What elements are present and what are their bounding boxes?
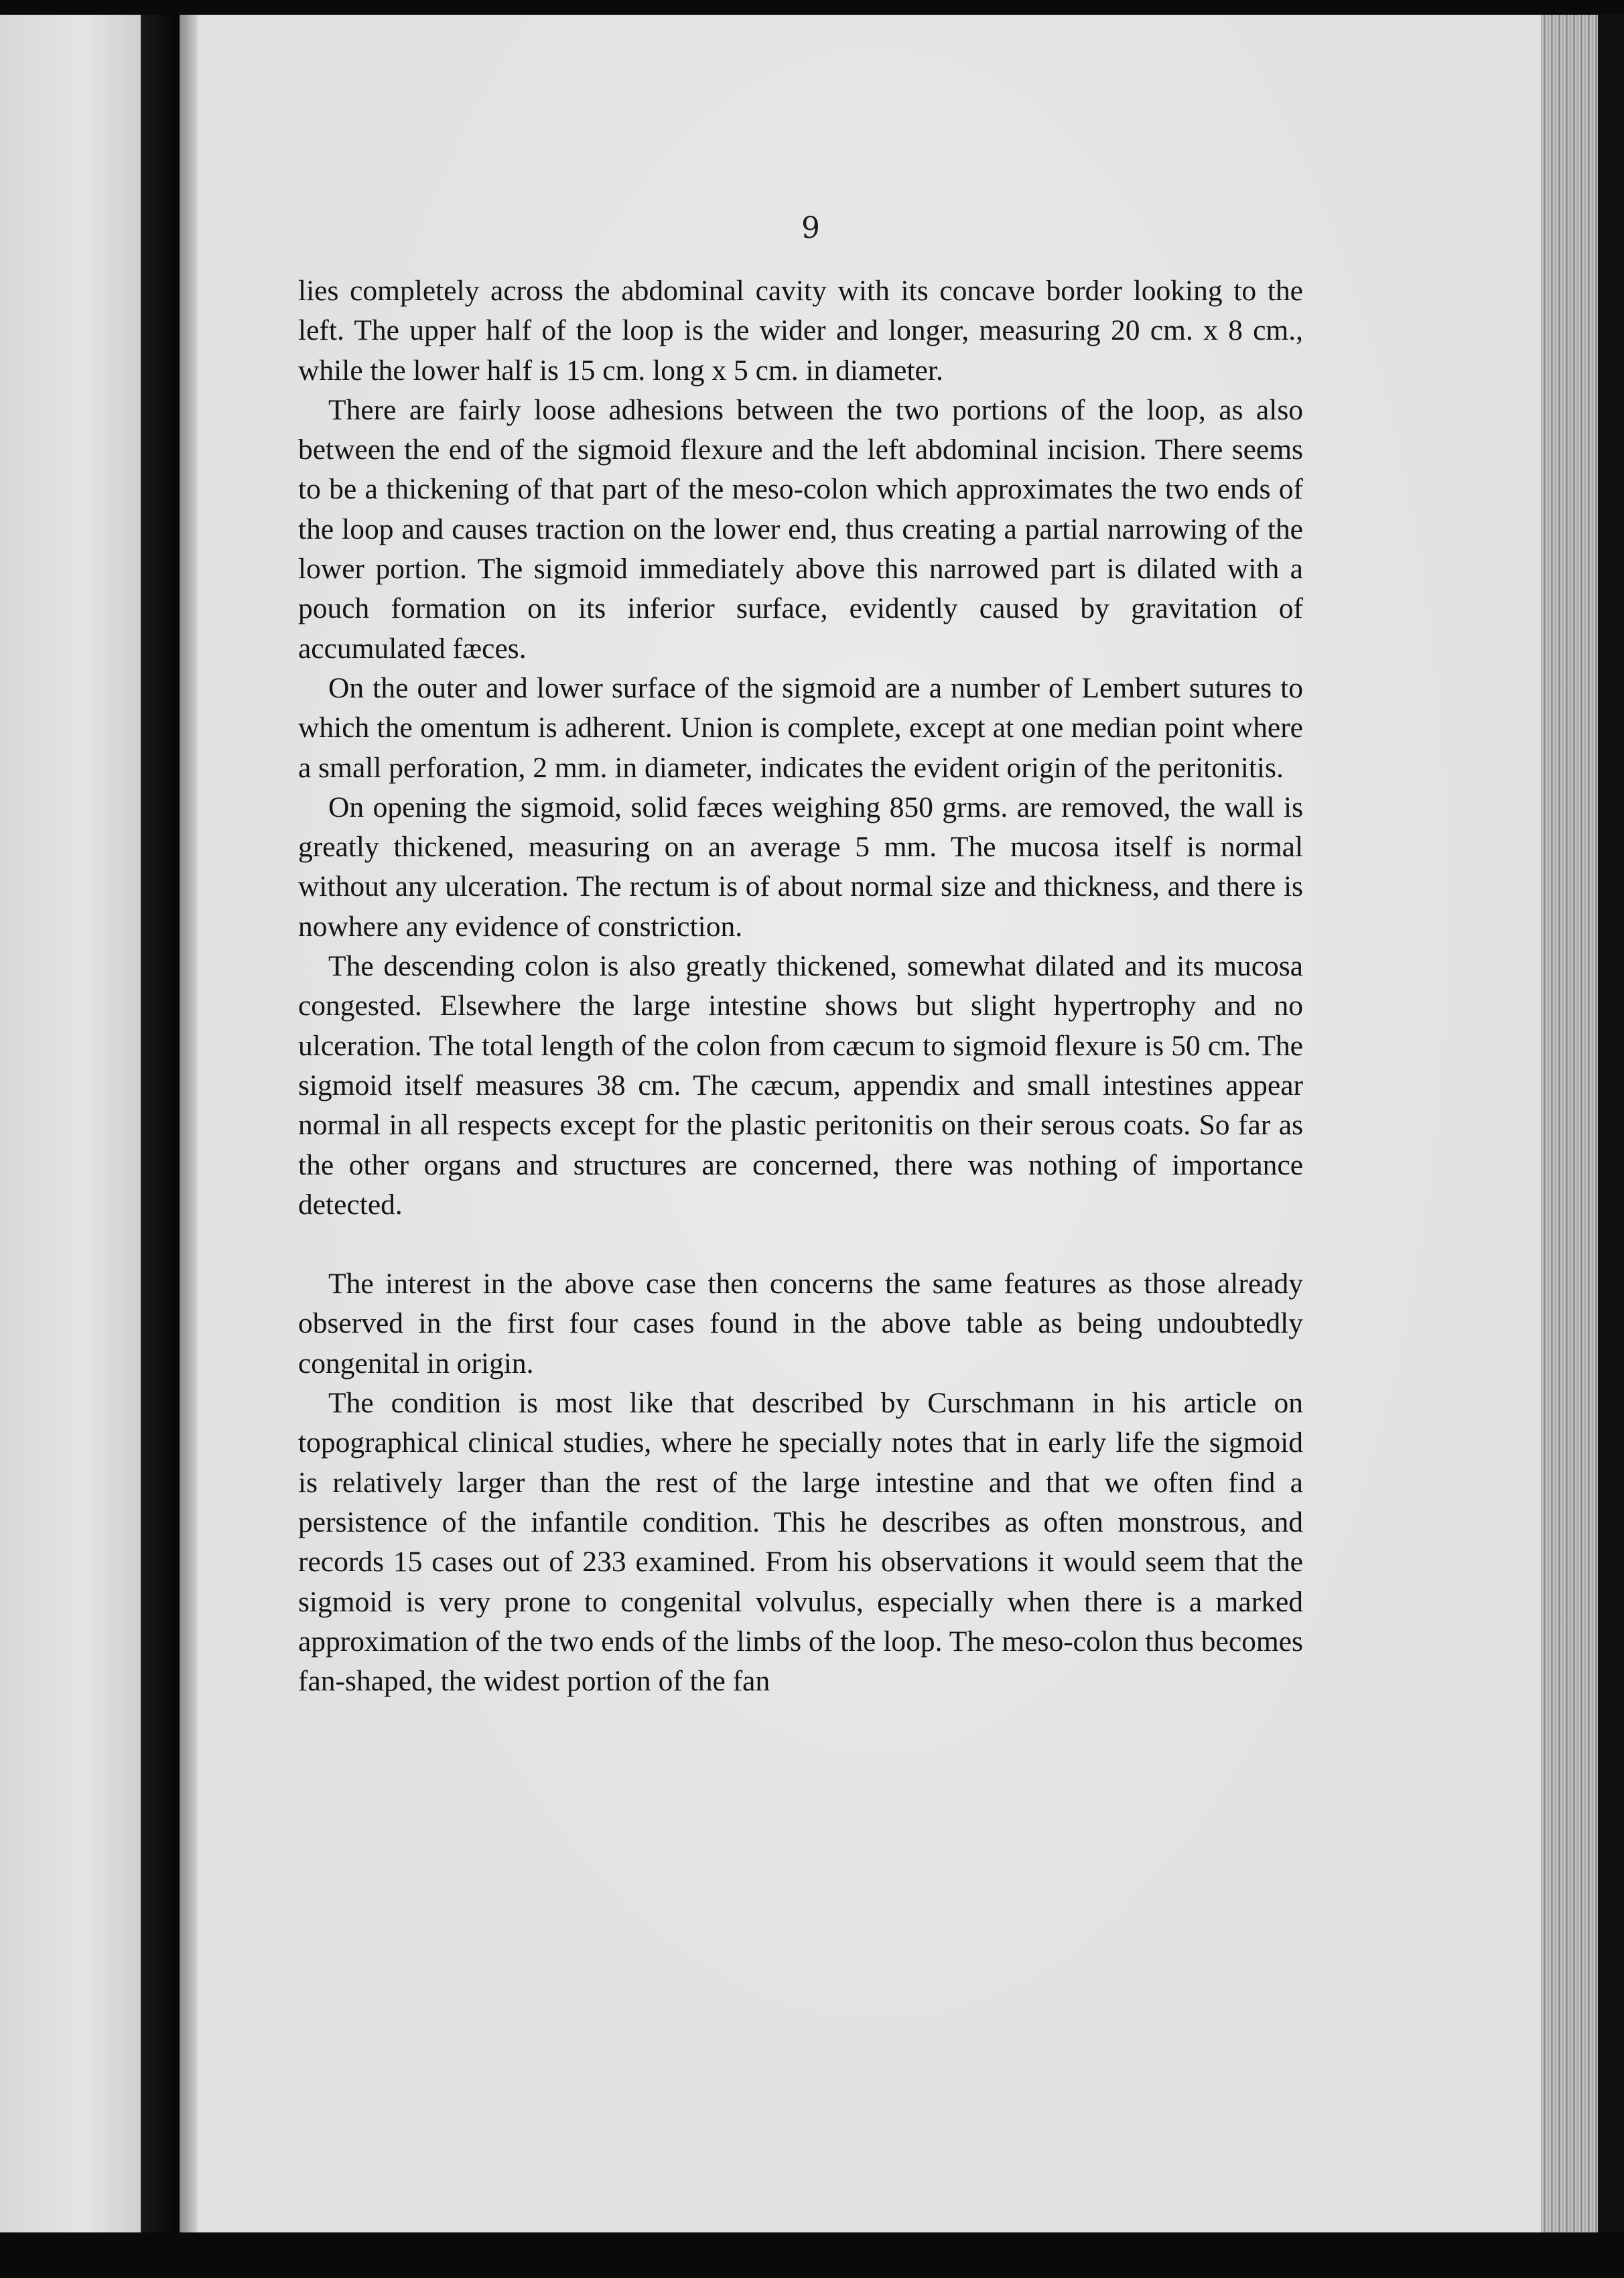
paragraph-4: On opening the sigmoid, solid fæces weighing 850 grms. are removed, the wall is greatly thickened, measuring on an average 5 mm. The mucosa itself is normal without any ulceration. The rectum is of about normal size and thickness, and there is nowhere any evidence of constriction. xyxy=(298,791,1303,943)
scanner-bottom-border xyxy=(0,2232,1624,2278)
paragraph-2: There are fairly loose adhesions between the two portions of the loop, as also between the end of the sigmoid flexure and the left abdominal incision. There seems to be a thickening of that part of the meso-colon which approximates the two ends of the loop and causes traction on the lower end, thus creating a partial narrowing of the lower portion. The sigmoid immediately above this narrowed part is dilated with a pouch formation on its inferior surface, evidently caused by gravitation of accumulated fæces. xyxy=(298,393,1303,665)
page-number: 9 xyxy=(801,211,820,245)
paragraph-6: The interest in the above case then concerns the same features as those already observed in the first four cases found in the above table as being undoubtedly congenital in origin. xyxy=(298,1268,1303,1380)
gutter-shadow xyxy=(180,15,200,2232)
facing-page-left xyxy=(0,15,141,2232)
book-gutter xyxy=(141,15,181,2232)
paragraph-7: The condition is most like that described by Curschmann in his article on topographical clinical studies, where he specially notes that in early life the sigmoid is relatively larger than the rest of the large intestine and that we often find a persistence of the infantile condition. This he describes as often monstrous, and records 15 cases out of 233 examined. From his observations it would seem that the sigmoid is very prone to congenital volvulus, especially when there is a marked approximation of the two ends of the limbs of the loop. The meso-colon thus becomes fan-shaped, the widest portion of the fan xyxy=(298,1387,1303,1698)
paragraph-1: lies completely across the abdominal cavity with its concave border looking to the left. The upper half of the loop is the wider and longer, measuring 20 cm. x 8 cm., while the lower half is 15 cm. long x 5 cm. in diameter. xyxy=(298,275,1303,387)
paragraph-5: The descending colon is also greatly thickened, somewhat dilated and its mucosa congested. Elsewhere the large intestine shows but slight hypertrophy and no ulceration. The total length of the colon from cæcum to sigmoid flexure is 50 cm. The sigmoid itself measures 38 cm. The cæcum, appendix and small intestines appear normal in all respects except for the plastic peritonitis on their serous coats. So far as the other organs and structures are concerned, there was nothing of importance detected. xyxy=(298,950,1303,1221)
scanner-top-border xyxy=(0,0,1624,15)
scanner-right-border xyxy=(1598,15,1624,2232)
page-body-text xyxy=(298,271,1303,1701)
paragraph-3: On the outer and lower surface of the sigmoid are a number of Lembert sutures to which the omentum is adherent. Union is complete, except at one median point where a small perforation, 2 mm. in diameter, indicates the evident origin of the peritonitis. xyxy=(298,671,1303,784)
